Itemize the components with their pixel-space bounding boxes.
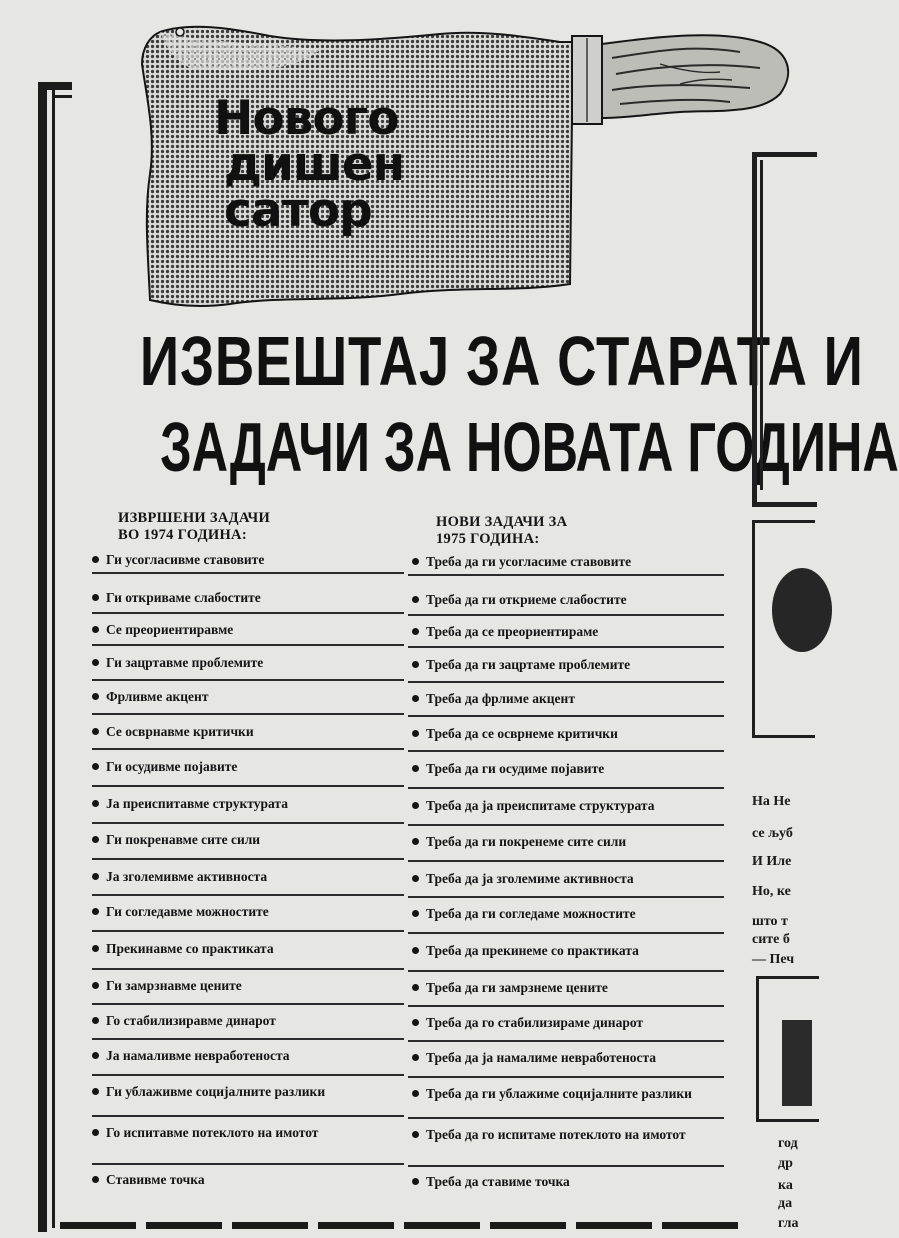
adjacent-text-fragment: се љуб [752,826,793,841]
row-divider [408,1117,724,1119]
new-task-item [412,726,618,741]
row-divider [408,750,724,752]
row-divider [92,713,404,715]
bullet-icon [412,695,419,702]
bullet-icon [412,661,419,668]
row-divider [408,681,724,683]
new-task-item [412,1086,712,1101]
new-task-text: Треба да ја зголемиме активноста [426,871,634,886]
bullet-icon [92,594,99,601]
done-task-text: Ги осудивме појавите [106,759,238,774]
bullet-icon [92,800,99,807]
done-task-item [92,590,261,605]
bullet-icon [92,1129,99,1136]
adjacent-ad-emblem [772,568,832,652]
bullet-icon [412,984,419,991]
new-task-item [412,1050,656,1065]
new-task-item [412,834,626,849]
done-task-item [92,1172,205,1187]
done-task-text: Се преориентиравме [106,622,234,637]
done-task-item [92,724,254,739]
page-headline [66,318,899,490]
done-task-item [92,832,260,847]
column-header-todo [436,514,567,548]
row-divider [92,572,404,574]
new-task-text: Треба да се преориентираме [426,624,599,639]
done-task-text: Ги откриваме слабостите [106,590,261,605]
bullet-icon [92,693,99,700]
new-task-item [412,761,604,776]
done-task-text: Ги усогласивме ставовите [106,552,265,567]
new-task-text: Треба да го стабилизираме динарот [426,1015,644,1030]
row-divider [408,1076,724,1078]
frame-border-thin [52,88,55,1228]
new-task-item [412,1015,643,1030]
done-task-text: Ги покренавме сите сили [106,832,261,847]
row-divider [92,1163,404,1165]
new-task-item [412,906,636,921]
row-divider [92,894,404,896]
new-task-item [412,798,654,813]
done-task-text: Го стабилизиравме динарот [106,1013,276,1028]
new-task-text: Треба да прекинеме со практиката [426,943,639,958]
bullet-icon [92,1176,99,1183]
bullet-icon [412,765,419,772]
done-task-text: Ги согледавме можностите [106,904,269,919]
adjacent-text-fragment: што т [752,914,788,929]
new-task-text: Треба да ги ублажиме социјалните разлики [426,1086,692,1101]
adjacent-text-fragment: Но, ке [752,884,791,899]
new-task-item [412,1127,712,1142]
new-task-item [412,1174,570,1189]
row-divider [92,930,404,932]
column-header-done [118,510,270,544]
row-divider [92,1003,404,1005]
done-task-item [92,904,269,919]
done-task-item [92,1125,392,1140]
done-task-text: Ги замрзнавме цените [106,978,242,993]
new-task-text: Треба да ги откриеме слабостите [426,592,627,607]
row-divider [92,822,404,824]
adjacent-text-fragment: На Не [752,794,791,809]
new-task-item [412,657,630,672]
bullet-icon [412,1090,419,1097]
row-divider [92,858,404,860]
bullet-icon [412,628,419,635]
column-header-done-line-2: ВО 1974 ГОДИНА: [118,527,247,543]
bullet-icon [92,945,99,952]
row-divider [92,1074,404,1076]
bullet-icon [412,1019,419,1026]
new-task-text: Треба да го испитаме потеклото на имотот [426,1127,686,1142]
bullet-icon [92,836,99,843]
logo-title [214,91,474,238]
bullet-icon [412,596,419,603]
row-divider [408,970,724,972]
done-task-item [92,655,263,670]
row-divider [408,614,724,616]
column-header-todo-line-1: НОВИ ЗАДАЧИ ЗА [436,514,568,530]
done-task-text: Ставивме точка [106,1172,205,1187]
done-task-text: Ја зголемивме активноста [106,869,268,884]
bullet-icon [412,1178,419,1185]
row-divider [408,646,724,648]
new-task-text: Треба да ја намалиме невработеноста [426,1050,657,1065]
done-task-text: Ја преиспитавме структурата [106,796,288,811]
new-task-item [412,871,634,886]
row-divider [408,715,724,717]
bullet-icon [92,556,99,563]
done-task-item [92,622,233,637]
bullet-icon [92,763,99,770]
row-divider [92,644,404,646]
row-divider [408,896,724,898]
headline-line-1: ИЗВЕШТАЈ ЗА СТАРАТА И [139,322,864,400]
new-task-text: Треба да ги согледаме можностите [426,906,636,921]
new-task-item [412,691,575,706]
new-task-text: Треба да ги усогласиме ставовите [426,554,632,569]
row-divider [408,824,724,826]
bullet-icon [412,1054,419,1061]
bullet-icon [412,910,419,917]
bullet-icon [412,558,419,565]
adjacent-text-fragment: — Печ [752,952,795,967]
done-task-item [92,1084,392,1099]
done-task-text: Се осврнавме критички [106,724,254,739]
done-task-text: Прекинавме со практиката [106,941,274,956]
done-task-item [92,978,242,993]
row-divider [92,679,404,681]
row-divider [408,574,724,576]
frame-border-thick [38,82,47,1232]
new-task-text: Треба да ги покренеме сите сили [426,834,627,849]
adjacent-text-fragment: ка [778,1178,793,1193]
bullet-icon [412,875,419,882]
frame-corner-thick [38,82,72,90]
bullet-icon [412,802,419,809]
bullet-icon [412,730,419,737]
bullet-icon [92,1017,99,1024]
new-task-text: Треба да ставиме точка [426,1174,570,1189]
new-task-item [412,592,627,607]
done-task-text: Ја намаливме невработеноста [106,1048,290,1063]
row-divider [92,968,404,970]
bullet-icon [92,728,99,735]
adjacent-text-fragment: год [778,1136,798,1151]
bullet-icon [92,659,99,666]
row-divider [92,785,404,787]
bullet-icon [92,908,99,915]
bottom-dashed-rule [60,1222,800,1229]
new-task-text: Треба да се осврнеме критички [426,726,618,741]
done-task-text: Ги зацртавме проблемите [106,655,264,670]
column-header-todo-line-2: 1975 ГОДИНА: [436,531,540,547]
bullet-icon [92,626,99,633]
bullet-icon [412,947,419,954]
new-task-item [412,624,598,639]
bullet-icon [92,1088,99,1095]
row-divider [408,932,724,934]
done-task-item [92,869,267,884]
row-divider [408,860,724,862]
row-divider [408,1005,724,1007]
bullet-icon [92,873,99,880]
done-task-item [92,1013,276,1028]
bullet-icon [92,982,99,989]
new-task-text: Треба да фрлиме акцент [426,691,575,706]
row-divider [408,1165,724,1167]
adjacent-text-fragment: гла [778,1216,799,1231]
done-task-item [92,941,274,956]
new-task-item [412,943,639,958]
new-task-text: Треба да ги замрзнеме цените [426,980,608,995]
row-divider [92,748,404,750]
adjacent-text-fragment: др [778,1156,793,1171]
adjacent-text-fragment: сите б [752,932,790,947]
adjacent-article-box-inner [760,160,823,490]
bullet-icon [412,838,419,845]
new-task-text: Треба да ги осудиме појавите [426,761,605,776]
row-divider [408,1040,724,1042]
done-task-item [92,759,237,774]
done-task-text: Фрливме акцент [106,689,209,704]
adjacent-text-fragment: И Иле [752,854,792,869]
bullet-icon [92,1052,99,1059]
done-task-item [92,689,208,704]
bullet-icon [412,1131,419,1138]
adjacent-photo [782,1020,812,1106]
new-task-item [412,980,608,995]
row-divider [408,787,724,789]
done-task-item [92,552,264,567]
row-divider [92,1115,404,1117]
done-task-item [92,796,288,811]
row-divider [92,1038,404,1040]
new-task-text: Треба да ги зацртаме проблемите [426,657,631,672]
done-task-item [92,1048,290,1063]
headline-line-2: ЗАДАЧИ ЗА НОВАТА ГОДИНА [160,408,899,486]
frame-corner-thin [52,95,72,98]
done-task-text: Ги ублаживме социјалните разлики [106,1084,326,1099]
adjacent-text-fragment: да [778,1196,793,1211]
column-header-done-line-1: ИЗВРШЕНИ ЗАДАЧИ [118,510,271,526]
row-divider [92,612,404,614]
done-task-text: Го испитавме потеклото на имотот [106,1125,319,1140]
logo-line-2: дишен [224,137,405,192]
new-task-text: Треба да ја преиспитаме структурата [426,798,655,813]
new-task-item [412,554,631,569]
logo-line-3: сатор [224,183,372,238]
logo-line-1: Новогo [214,91,399,146]
